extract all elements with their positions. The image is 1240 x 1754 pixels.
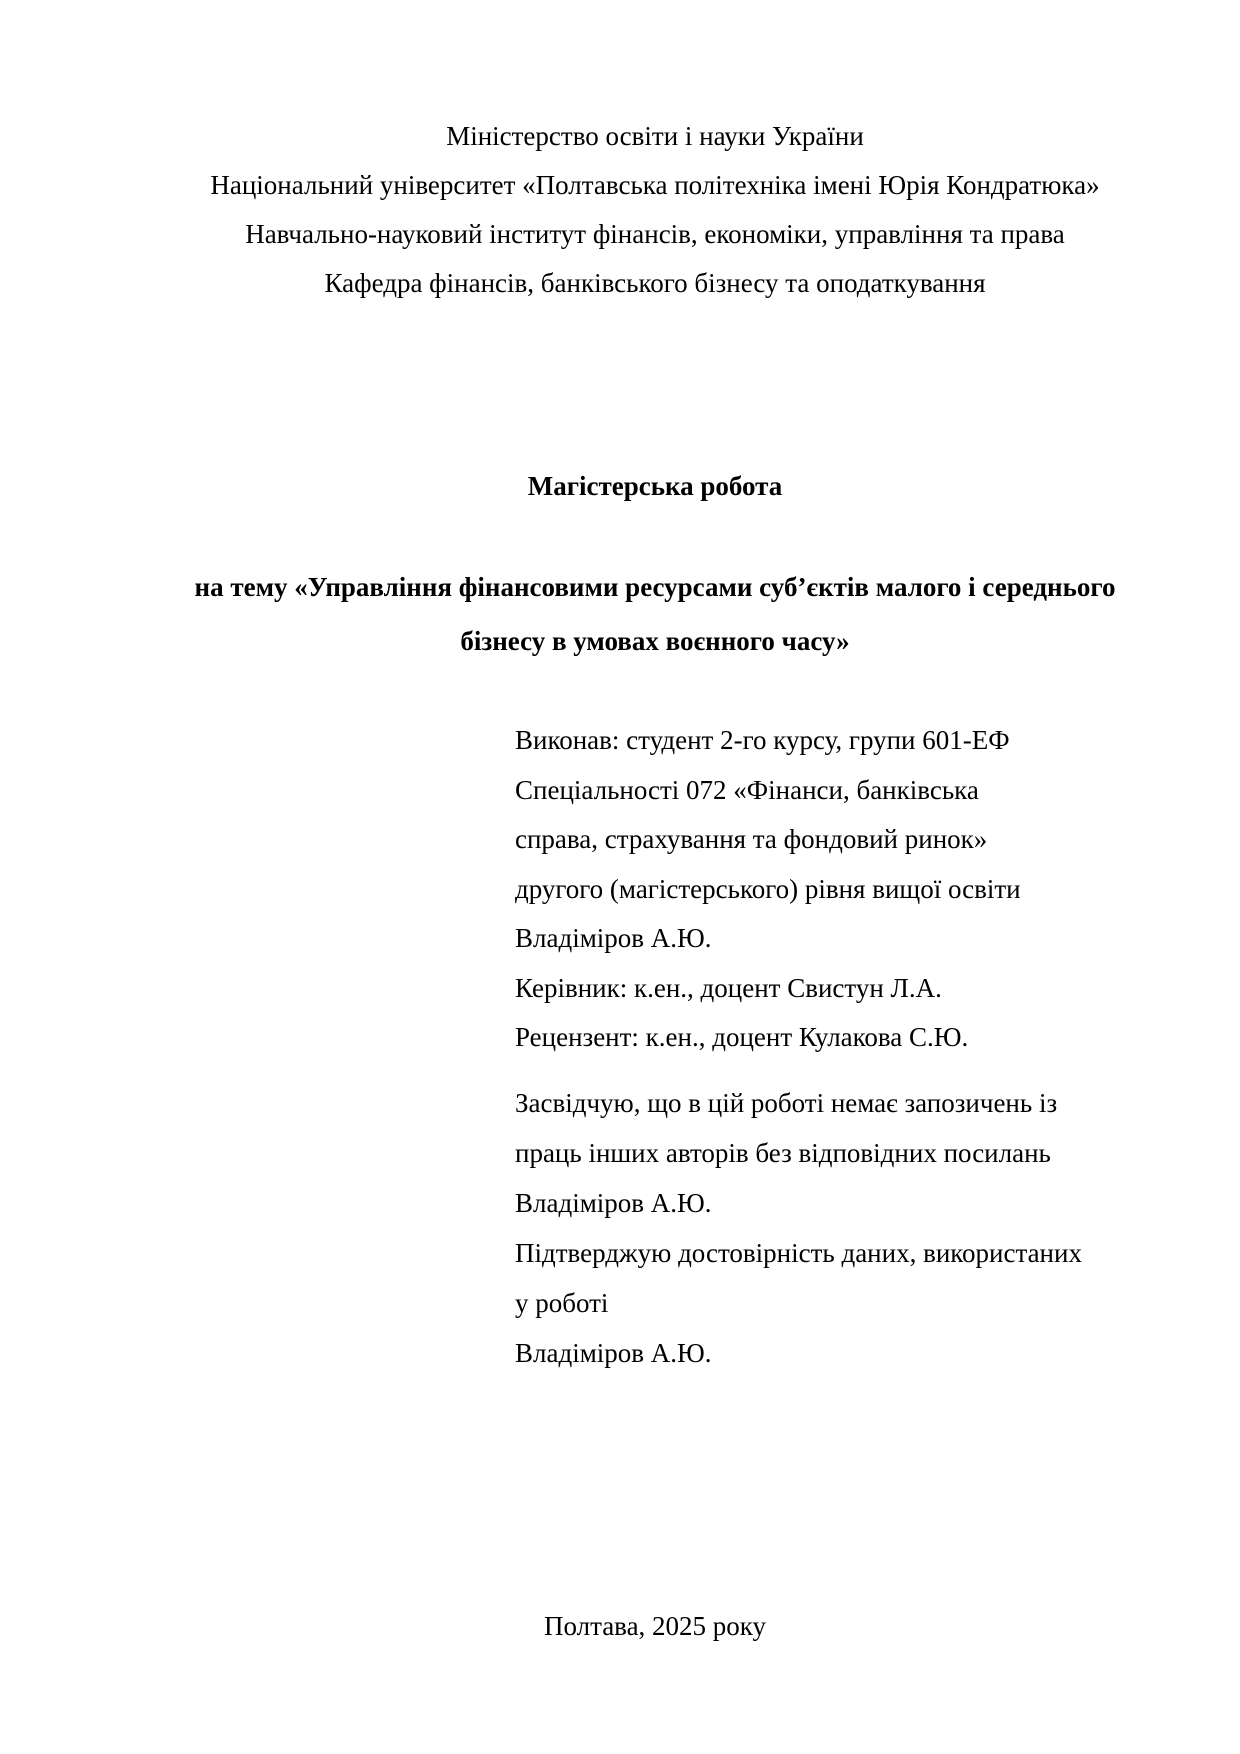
supervisor-line: Керівник: к.ен., доцент Свистун Л.А. <box>515 972 942 1003</box>
author-student-line: Виконав: студент 2-го курсу, групи 601-ЕФ <box>515 725 1010 755</box>
institute-name: Навчально-науковий інститут фінансів, економіки, управління та права <box>245 219 1065 249</box>
author-specialty-line-cont: справа, страхування та фондовий ринок» <box>515 824 988 854</box>
thesis-topic-line-1: на тему «Управління фінансовими ресурсами суб’єктів малого і середнього <box>194 572 1116 602</box>
institution-header <box>0 112 1240 308</box>
certification-line-4: у роботі <box>515 1288 609 1318</box>
author-info-block <box>515 716 1215 1063</box>
certification-line-2: праць інших авторів без відповідних посилань <box>515 1138 1051 1168</box>
department-name: Кафедра фінансів, банківського бізнесу та оподаткування <box>324 268 986 298</box>
thesis-topic-line-2: бізнесу в умовах воєнного часу» <box>460 626 850 656</box>
thesis-topic <box>0 560 1240 668</box>
author-specialty-line: Спеціальності 072 «Фінанси, банківська <box>515 774 979 805</box>
ministry-name: Міністерство освіти і науки України <box>446 121 864 151</box>
place-and-year: Полтава, 2025 року <box>543 1611 767 1641</box>
document-type-title: Магістерська робота <box>527 471 783 501</box>
author-name: Владіміров А.Ю. <box>515 923 712 953</box>
certification-signature-1: Владіміров А.Ю. <box>515 1188 712 1218</box>
university-name: Національний університет «Полтавська політехніка імені Юрія Кондратюка» <box>210 170 1100 200</box>
certification-signature-2: Владіміров А.Ю. <box>515 1338 712 1368</box>
author-degree-level-line: другого (магістерського) рівня вищої освіти <box>515 873 1021 904</box>
certification-line-1: Засвідчую, що в цій роботі немає запозичень із <box>515 1088 1058 1118</box>
certification-block <box>515 1078 1215 1378</box>
reviewer-line: Рецензент: к.ен., доцент Кулакова С.Ю. <box>515 1022 969 1052</box>
certification-line-3: Підтверджую достовірність даних, використаних <box>515 1238 1082 1268</box>
